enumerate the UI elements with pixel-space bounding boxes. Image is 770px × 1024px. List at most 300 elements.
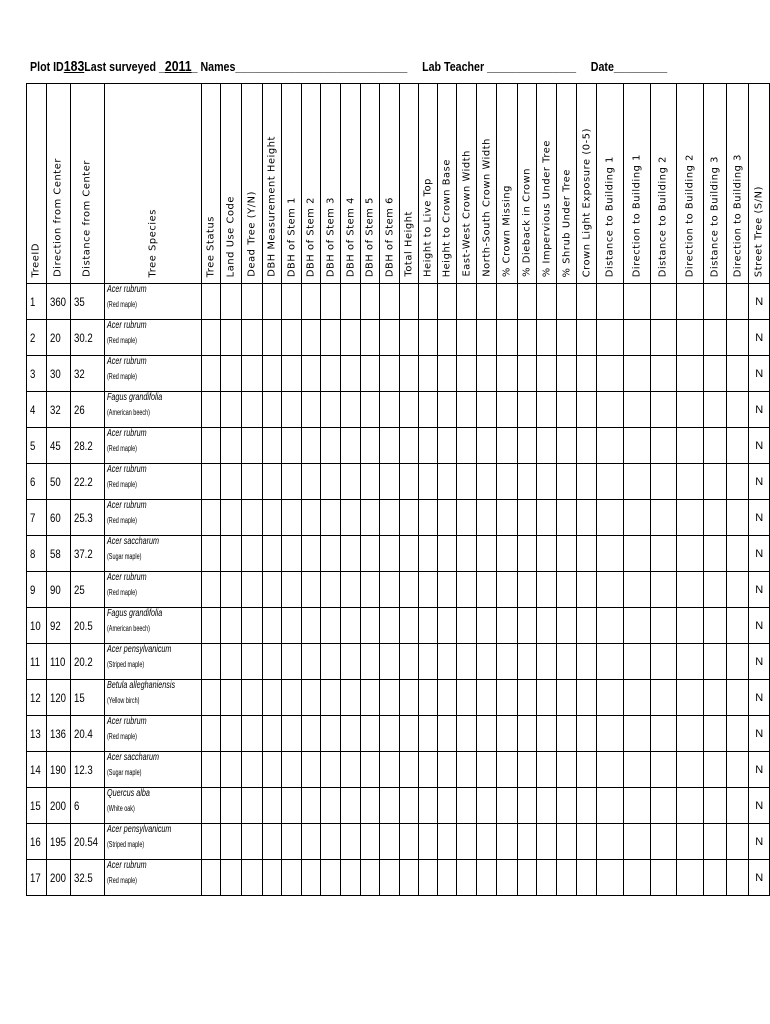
empty-entry-cell[interactable] — [302, 572, 321, 608]
empty-entry-cell[interactable] — [202, 608, 221, 644]
direction-cell[interactable] — [46, 680, 70, 716]
distance-cell[interactable] — [70, 788, 104, 824]
empty-entry-cell[interactable] — [419, 500, 438, 536]
empty-entry-cell[interactable] — [438, 752, 457, 788]
empty-entry-cell[interactable] — [557, 500, 577, 536]
empty-entry-cell[interactable] — [477, 572, 497, 608]
distance-cell[interactable] — [70, 356, 104, 392]
empty-entry-cell[interactable] — [477, 644, 497, 680]
empty-entry-cell[interactable] — [380, 284, 400, 320]
empty-entry-cell[interactable] — [380, 500, 400, 536]
tree-id-cell[interactable] — [27, 752, 47, 788]
empty-entry-cell[interactable] — [242, 464, 263, 500]
empty-entry-cell[interactable] — [557, 752, 577, 788]
empty-entry-cell[interactable] — [438, 284, 457, 320]
empty-entry-cell[interactable] — [518, 716, 537, 752]
empty-entry-cell[interactable] — [703, 788, 726, 824]
empty-entry-cell[interactable] — [242, 536, 263, 572]
distance-cell[interactable] — [70, 500, 104, 536]
empty-entry-cell[interactable] — [263, 716, 282, 752]
empty-entry-cell[interactable] — [477, 428, 497, 464]
empty-entry-cell[interactable] — [438, 428, 457, 464]
empty-entry-cell[interactable] — [650, 824, 677, 860]
empty-entry-cell[interactable] — [677, 356, 704, 392]
empty-entry-cell[interactable] — [726, 500, 749, 536]
empty-entry-cell[interactable] — [282, 428, 302, 464]
empty-entry-cell[interactable] — [419, 752, 438, 788]
empty-entry-cell[interactable] — [557, 788, 577, 824]
empty-entry-cell[interactable] — [477, 680, 497, 716]
empty-entry-cell[interactable] — [263, 536, 282, 572]
empty-entry-cell[interactable] — [457, 572, 477, 608]
empty-entry-cell[interactable] — [202, 500, 221, 536]
street-tree-cell[interactable] — [749, 500, 770, 536]
direction-cell[interactable] — [46, 428, 70, 464]
empty-entry-cell[interactable] — [597, 680, 624, 716]
tree-id-cell[interactable] — [27, 500, 47, 536]
empty-entry-cell[interactable] — [518, 680, 537, 716]
empty-entry-cell[interactable] — [557, 608, 577, 644]
empty-entry-cell[interactable] — [361, 464, 380, 500]
direction-cell[interactable] — [46, 500, 70, 536]
empty-entry-cell[interactable] — [361, 428, 380, 464]
empty-entry-cell[interactable] — [202, 644, 221, 680]
empty-entry-cell[interactable] — [400, 320, 419, 356]
empty-entry-cell[interactable] — [380, 788, 400, 824]
empty-entry-cell[interactable] — [380, 428, 400, 464]
empty-entry-cell[interactable] — [703, 824, 726, 860]
empty-entry-cell[interactable] — [457, 752, 477, 788]
street-tree-cell[interactable] — [749, 752, 770, 788]
empty-entry-cell[interactable] — [703, 608, 726, 644]
empty-entry-cell[interactable] — [361, 536, 380, 572]
empty-entry-cell[interactable] — [677, 860, 704, 896]
empty-entry-cell[interactable] — [726, 464, 749, 500]
empty-entry-cell[interactable] — [341, 356, 361, 392]
empty-entry-cell[interactable] — [457, 644, 477, 680]
empty-entry-cell[interactable] — [438, 356, 457, 392]
tree-id-cell[interactable] — [27, 392, 47, 428]
empty-entry-cell[interactable] — [302, 284, 321, 320]
empty-entry-cell[interactable] — [438, 824, 457, 860]
empty-entry-cell[interactable] — [321, 392, 341, 428]
empty-entry-cell[interactable] — [497, 464, 518, 500]
empty-entry-cell[interactable] — [221, 392, 242, 428]
species-cell[interactable] — [104, 860, 202, 896]
empty-entry-cell[interactable] — [263, 284, 282, 320]
empty-entry-cell[interactable] — [703, 860, 726, 896]
empty-entry-cell[interactable] — [302, 392, 321, 428]
empty-entry-cell[interactable] — [623, 716, 650, 752]
empty-entry-cell[interactable] — [400, 392, 419, 428]
empty-entry-cell[interactable] — [497, 860, 518, 896]
empty-entry-cell[interactable] — [263, 572, 282, 608]
empty-entry-cell[interactable] — [457, 788, 477, 824]
empty-entry-cell[interactable] — [537, 716, 557, 752]
empty-entry-cell[interactable] — [457, 536, 477, 572]
empty-entry-cell[interactable] — [242, 608, 263, 644]
direction-cell[interactable] — [46, 284, 70, 320]
street-tree-cell[interactable] — [749, 392, 770, 428]
empty-entry-cell[interactable] — [341, 320, 361, 356]
empty-entry-cell[interactable] — [703, 500, 726, 536]
empty-entry-cell[interactable] — [202, 788, 221, 824]
empty-entry-cell[interactable] — [380, 356, 400, 392]
plot-id-value[interactable]: 183 — [63, 58, 85, 75]
empty-entry-cell[interactable] — [221, 752, 242, 788]
empty-entry-cell[interactable] — [623, 824, 650, 860]
empty-entry-cell[interactable] — [400, 680, 419, 716]
empty-entry-cell[interactable] — [438, 392, 457, 428]
distance-cell[interactable] — [70, 644, 104, 680]
empty-entry-cell[interactable] — [557, 320, 577, 356]
empty-entry-cell[interactable] — [202, 464, 221, 500]
empty-entry-cell[interactable] — [537, 536, 557, 572]
empty-entry-cell[interactable] — [457, 320, 477, 356]
empty-entry-cell[interactable] — [726, 824, 749, 860]
empty-entry-cell[interactable] — [221, 608, 242, 644]
empty-entry-cell[interactable] — [419, 860, 438, 896]
empty-entry-cell[interactable] — [477, 284, 497, 320]
species-cell[interactable] — [104, 464, 202, 500]
empty-entry-cell[interactable] — [726, 428, 749, 464]
street-tree-cell[interactable] — [749, 716, 770, 752]
empty-entry-cell[interactable] — [221, 500, 242, 536]
empty-entry-cell[interactable] — [380, 752, 400, 788]
empty-entry-cell[interactable] — [221, 572, 242, 608]
empty-entry-cell[interactable] — [477, 716, 497, 752]
empty-entry-cell[interactable] — [341, 284, 361, 320]
empty-entry-cell[interactable] — [650, 680, 677, 716]
empty-entry-cell[interactable] — [703, 680, 726, 716]
empty-entry-cell[interactable] — [577, 500, 597, 536]
empty-entry-cell[interactable] — [650, 860, 677, 896]
empty-entry-cell[interactable] — [242, 644, 263, 680]
empty-entry-cell[interactable] — [202, 572, 221, 608]
empty-entry-cell[interactable] — [282, 320, 302, 356]
tree-id-cell[interactable] — [27, 608, 47, 644]
empty-entry-cell[interactable] — [202, 428, 221, 464]
empty-entry-cell[interactable] — [321, 824, 341, 860]
direction-cell[interactable] — [46, 572, 70, 608]
tree-id-cell[interactable] — [27, 644, 47, 680]
empty-entry-cell[interactable] — [361, 320, 380, 356]
empty-entry-cell[interactable] — [537, 464, 557, 500]
empty-entry-cell[interactable] — [361, 284, 380, 320]
empty-entry-cell[interactable] — [477, 752, 497, 788]
empty-entry-cell[interactable] — [726, 716, 749, 752]
last-surveyed-value[interactable]: 2011 — [164, 58, 192, 75]
empty-entry-cell[interactable] — [497, 320, 518, 356]
empty-entry-cell[interactable] — [650, 320, 677, 356]
empty-entry-cell[interactable] — [202, 536, 221, 572]
empty-entry-cell[interactable] — [457, 464, 477, 500]
empty-entry-cell[interactable] — [221, 788, 242, 824]
empty-entry-cell[interactable] — [650, 392, 677, 428]
empty-entry-cell[interactable] — [497, 572, 518, 608]
empty-entry-cell[interactable] — [202, 392, 221, 428]
empty-entry-cell[interactable] — [341, 464, 361, 500]
empty-entry-cell[interactable] — [263, 644, 282, 680]
direction-cell[interactable] — [46, 752, 70, 788]
empty-entry-cell[interactable] — [597, 320, 624, 356]
empty-entry-cell[interactable] — [380, 680, 400, 716]
empty-entry-cell[interactable] — [221, 464, 242, 500]
empty-entry-cell[interactable] — [677, 788, 704, 824]
empty-entry-cell[interactable] — [242, 680, 263, 716]
empty-entry-cell[interactable] — [242, 716, 263, 752]
empty-entry-cell[interactable] — [202, 716, 221, 752]
empty-entry-cell[interactable] — [577, 356, 597, 392]
empty-entry-cell[interactable] — [263, 464, 282, 500]
empty-entry-cell[interactable] — [518, 860, 537, 896]
empty-entry-cell[interactable] — [726, 536, 749, 572]
empty-entry-cell[interactable] — [438, 860, 457, 896]
empty-entry-cell[interactable] — [623, 860, 650, 896]
empty-entry-cell[interactable] — [419, 320, 438, 356]
empty-entry-cell[interactable] — [597, 644, 624, 680]
empty-entry-cell[interactable] — [623, 536, 650, 572]
empty-entry-cell[interactable] — [703, 716, 726, 752]
empty-entry-cell[interactable] — [703, 464, 726, 500]
empty-entry-cell[interactable] — [419, 284, 438, 320]
empty-entry-cell[interactable] — [537, 752, 557, 788]
empty-entry-cell[interactable] — [557, 824, 577, 860]
empty-entry-cell[interactable] — [341, 572, 361, 608]
empty-entry-cell[interactable] — [419, 788, 438, 824]
empty-entry-cell[interactable] — [623, 320, 650, 356]
empty-entry-cell[interactable] — [321, 536, 341, 572]
empty-entry-cell[interactable] — [302, 680, 321, 716]
empty-entry-cell[interactable] — [623, 572, 650, 608]
empty-entry-cell[interactable] — [361, 860, 380, 896]
empty-entry-cell[interactable] — [677, 572, 704, 608]
empty-entry-cell[interactable] — [380, 644, 400, 680]
empty-entry-cell[interactable] — [557, 284, 577, 320]
empty-entry-cell[interactable] — [557, 860, 577, 896]
empty-entry-cell[interactable] — [321, 500, 341, 536]
empty-entry-cell[interactable] — [677, 644, 704, 680]
empty-entry-cell[interactable] — [457, 428, 477, 464]
empty-entry-cell[interactable] — [650, 464, 677, 500]
empty-entry-cell[interactable] — [677, 536, 704, 572]
empty-entry-cell[interactable] — [497, 680, 518, 716]
empty-entry-cell[interactable] — [597, 536, 624, 572]
tree-id-cell[interactable] — [27, 860, 47, 896]
street-tree-cell[interactable] — [749, 536, 770, 572]
empty-entry-cell[interactable] — [577, 320, 597, 356]
empty-entry-cell[interactable] — [282, 680, 302, 716]
species-cell[interactable] — [104, 320, 202, 356]
empty-entry-cell[interactable] — [650, 608, 677, 644]
empty-entry-cell[interactable] — [597, 608, 624, 644]
empty-entry-cell[interactable] — [477, 464, 497, 500]
empty-entry-cell[interactable] — [419, 392, 438, 428]
empty-entry-cell[interactable] — [703, 356, 726, 392]
empty-entry-cell[interactable] — [477, 824, 497, 860]
empty-entry-cell[interactable] — [518, 392, 537, 428]
empty-entry-cell[interactable] — [419, 716, 438, 752]
empty-entry-cell[interactable] — [677, 320, 704, 356]
species-cell[interactable] — [104, 608, 202, 644]
empty-entry-cell[interactable] — [650, 428, 677, 464]
empty-entry-cell[interactable] — [677, 392, 704, 428]
empty-entry-cell[interactable] — [282, 392, 302, 428]
street-tree-cell[interactable] — [749, 320, 770, 356]
empty-entry-cell[interactable] — [221, 428, 242, 464]
empty-entry-cell[interactable] — [321, 788, 341, 824]
empty-entry-cell[interactable] — [419, 536, 438, 572]
empty-entry-cell[interactable] — [282, 284, 302, 320]
empty-entry-cell[interactable] — [419, 428, 438, 464]
empty-entry-cell[interactable] — [537, 500, 557, 536]
empty-entry-cell[interactable] — [321, 464, 341, 500]
empty-entry-cell[interactable] — [537, 284, 557, 320]
empty-entry-cell[interactable] — [302, 860, 321, 896]
empty-entry-cell[interactable] — [419, 608, 438, 644]
empty-entry-cell[interactable] — [380, 716, 400, 752]
empty-entry-cell[interactable] — [726, 860, 749, 896]
empty-entry-cell[interactable] — [221, 644, 242, 680]
empty-entry-cell[interactable] — [263, 824, 282, 860]
empty-entry-cell[interactable] — [577, 428, 597, 464]
empty-entry-cell[interactable] — [677, 500, 704, 536]
empty-entry-cell[interactable] — [623, 680, 650, 716]
empty-entry-cell[interactable] — [302, 320, 321, 356]
tree-id-cell[interactable] — [27, 284, 47, 320]
species-cell[interactable] — [104, 788, 202, 824]
empty-entry-cell[interactable] — [438, 320, 457, 356]
empty-entry-cell[interactable] — [341, 788, 361, 824]
empty-entry-cell[interactable] — [597, 356, 624, 392]
empty-entry-cell[interactable] — [623, 500, 650, 536]
empty-entry-cell[interactable] — [321, 320, 341, 356]
empty-entry-cell[interactable] — [650, 716, 677, 752]
distance-cell[interactable] — [70, 680, 104, 716]
empty-entry-cell[interactable] — [557, 392, 577, 428]
empty-entry-cell[interactable] — [477, 788, 497, 824]
empty-entry-cell[interactable] — [703, 428, 726, 464]
empty-entry-cell[interactable] — [361, 572, 380, 608]
species-cell[interactable] — [104, 284, 202, 320]
distance-cell[interactable] — [70, 284, 104, 320]
street-tree-cell[interactable] — [749, 284, 770, 320]
distance-cell[interactable] — [70, 608, 104, 644]
empty-entry-cell[interactable] — [477, 320, 497, 356]
empty-entry-cell[interactable] — [557, 644, 577, 680]
empty-entry-cell[interactable] — [438, 680, 457, 716]
empty-entry-cell[interactable] — [623, 644, 650, 680]
empty-entry-cell[interactable] — [703, 320, 726, 356]
empty-entry-cell[interactable] — [597, 464, 624, 500]
empty-entry-cell[interactable] — [677, 608, 704, 644]
empty-entry-cell[interactable] — [321, 644, 341, 680]
street-tree-cell[interactable] — [749, 428, 770, 464]
empty-entry-cell[interactable] — [242, 500, 263, 536]
distance-cell[interactable] — [70, 536, 104, 572]
empty-entry-cell[interactable] — [597, 284, 624, 320]
empty-entry-cell[interactable] — [537, 824, 557, 860]
distance-cell[interactable] — [70, 320, 104, 356]
empty-entry-cell[interactable] — [221, 824, 242, 860]
empty-entry-cell[interactable] — [518, 788, 537, 824]
direction-cell[interactable] — [46, 860, 70, 896]
empty-entry-cell[interactable] — [537, 608, 557, 644]
empty-entry-cell[interactable] — [400, 284, 419, 320]
empty-entry-cell[interactable] — [597, 500, 624, 536]
direction-cell[interactable] — [46, 464, 70, 500]
empty-entry-cell[interactable] — [497, 644, 518, 680]
empty-entry-cell[interactable] — [438, 572, 457, 608]
empty-entry-cell[interactable] — [677, 680, 704, 716]
empty-entry-cell[interactable] — [419, 680, 438, 716]
empty-entry-cell[interactable] — [282, 608, 302, 644]
empty-entry-cell[interactable] — [341, 428, 361, 464]
tree-id-cell[interactable] — [27, 536, 47, 572]
direction-cell[interactable] — [46, 608, 70, 644]
species-cell[interactable] — [104, 752, 202, 788]
empty-entry-cell[interactable] — [623, 284, 650, 320]
empty-entry-cell[interactable] — [477, 392, 497, 428]
empty-entry-cell[interactable] — [477, 356, 497, 392]
empty-entry-cell[interactable] — [477, 860, 497, 896]
empty-entry-cell[interactable] — [537, 860, 557, 896]
species-cell[interactable] — [104, 428, 202, 464]
empty-entry-cell[interactable] — [282, 464, 302, 500]
empty-entry-cell[interactable] — [242, 392, 263, 428]
empty-entry-cell[interactable] — [726, 320, 749, 356]
empty-entry-cell[interactable] — [726, 392, 749, 428]
empty-entry-cell[interactable] — [302, 608, 321, 644]
street-tree-cell[interactable] — [749, 464, 770, 500]
tree-id-cell[interactable] — [27, 356, 47, 392]
empty-entry-cell[interactable] — [361, 500, 380, 536]
empty-entry-cell[interactable] — [202, 356, 221, 392]
empty-entry-cell[interactable] — [457, 284, 477, 320]
empty-entry-cell[interactable] — [302, 788, 321, 824]
street-tree-cell[interactable] — [749, 788, 770, 824]
empty-entry-cell[interactable] — [263, 428, 282, 464]
empty-entry-cell[interactable] — [221, 320, 242, 356]
empty-entry-cell[interactable] — [400, 464, 419, 500]
empty-entry-cell[interactable] — [242, 320, 263, 356]
species-cell[interactable] — [104, 824, 202, 860]
empty-entry-cell[interactable] — [537, 680, 557, 716]
empty-entry-cell[interactable] — [677, 716, 704, 752]
empty-entry-cell[interactable] — [557, 680, 577, 716]
empty-entry-cell[interactable] — [341, 752, 361, 788]
empty-entry-cell[interactable] — [242, 356, 263, 392]
empty-entry-cell[interactable] — [380, 320, 400, 356]
empty-entry-cell[interactable] — [477, 608, 497, 644]
tree-id-cell[interactable] — [27, 572, 47, 608]
empty-entry-cell[interactable] — [202, 824, 221, 860]
empty-entry-cell[interactable] — [497, 500, 518, 536]
empty-entry-cell[interactable] — [400, 608, 419, 644]
names-field[interactable]: _ Names_____________________________ — [191, 59, 408, 74]
empty-entry-cell[interactable] — [341, 680, 361, 716]
empty-entry-cell[interactable] — [623, 788, 650, 824]
species-cell[interactable] — [104, 500, 202, 536]
tree-id-cell[interactable] — [27, 320, 47, 356]
empty-entry-cell[interactable] — [537, 788, 557, 824]
empty-entry-cell[interactable] — [518, 320, 537, 356]
empty-entry-cell[interactable] — [221, 536, 242, 572]
tree-id-cell[interactable] — [27, 680, 47, 716]
empty-entry-cell[interactable] — [537, 356, 557, 392]
empty-entry-cell[interactable] — [518, 536, 537, 572]
species-cell[interactable] — [104, 644, 202, 680]
